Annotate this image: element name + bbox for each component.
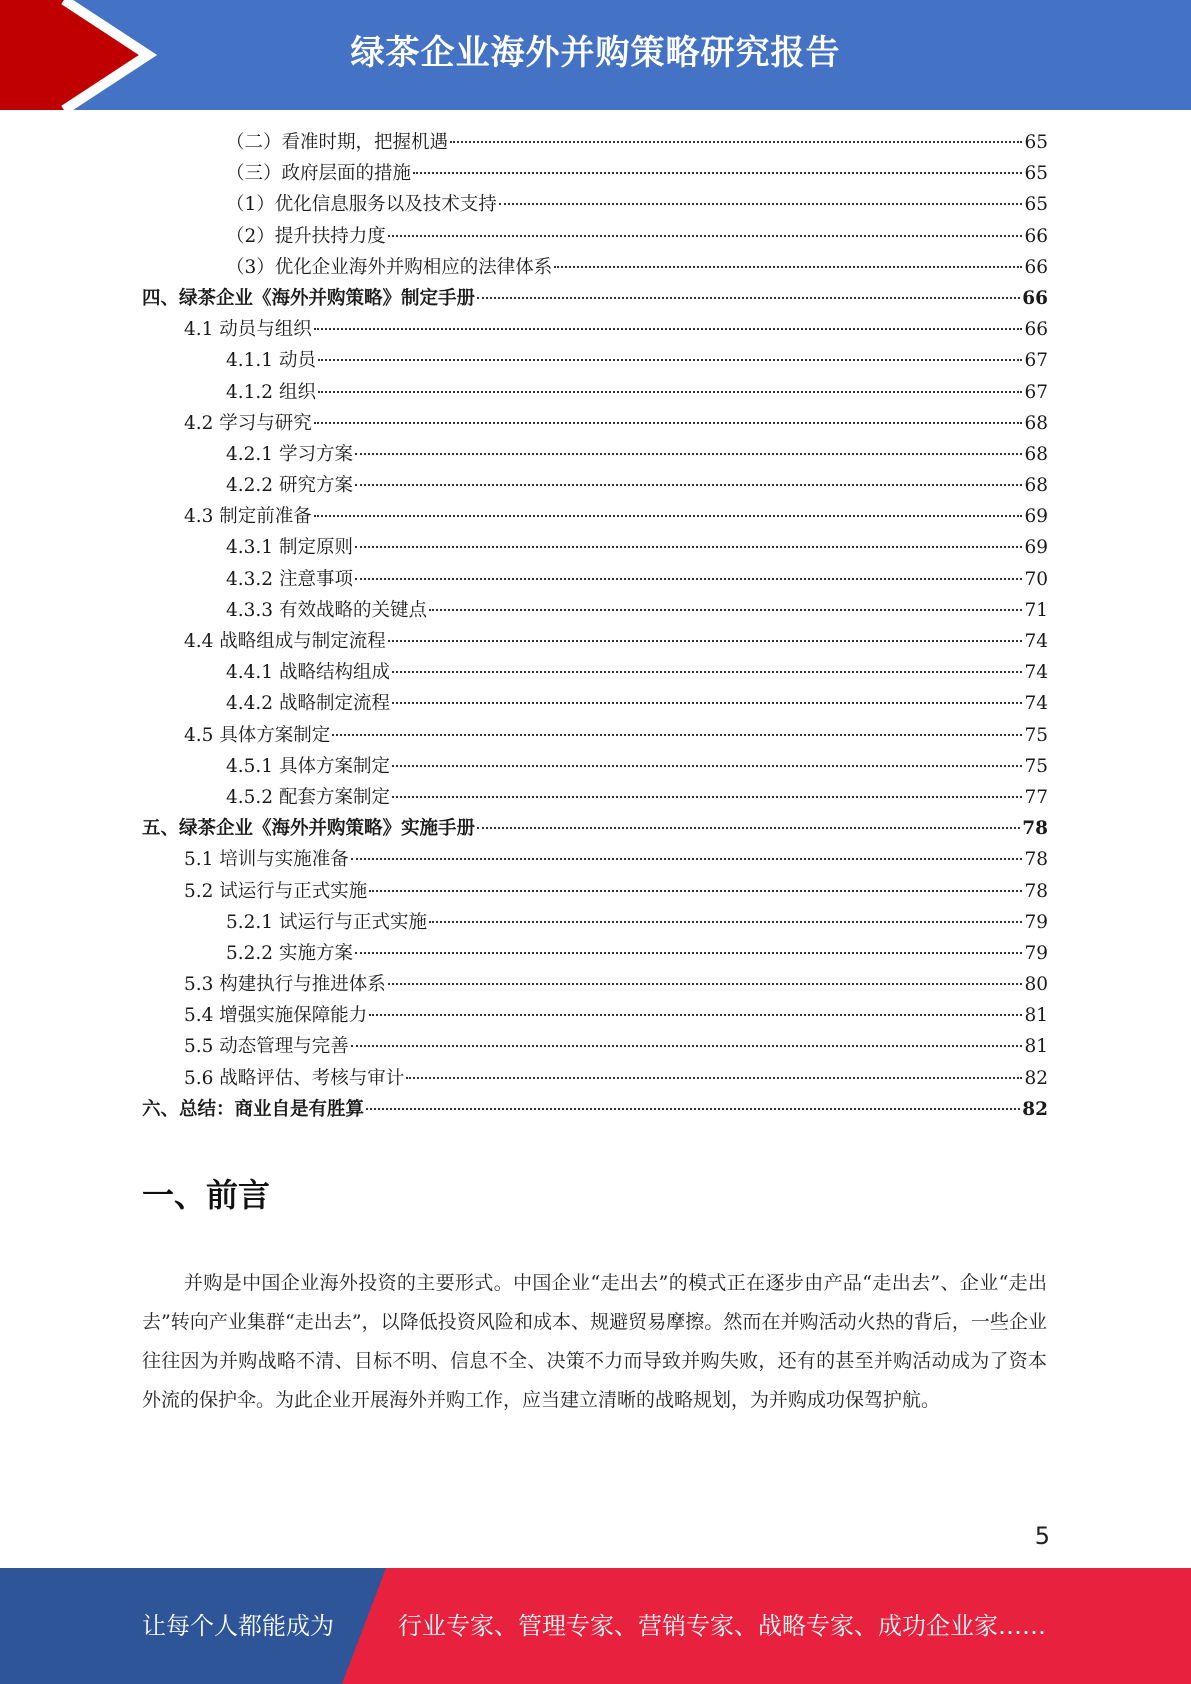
toc-entry-title: 4.4.2 战略制定流程	[226, 693, 390, 715]
toc-entry-page: 69	[1024, 506, 1048, 528]
toc-entry-page: 79	[1024, 942, 1048, 964]
toc-entry-page: 74	[1024, 662, 1048, 684]
toc-entry-title: 六、总结：商业自是有胜算	[142, 1098, 365, 1120]
toc-entry[interactable]	[142, 409, 1048, 440]
toc-entry-title: 4.3.1 制定原则	[226, 537, 353, 559]
page-number: 5	[1034, 1522, 1050, 1550]
toc-entry-page: 75	[1024, 755, 1048, 777]
toc-leader-dots	[388, 640, 1023, 642]
toc-entry-page: 75	[1024, 724, 1048, 746]
toc-entry-title: 4.1 动员与组织	[184, 319, 312, 341]
toc-entry[interactable]	[142, 939, 1048, 970]
toc-entry-page: 74	[1024, 693, 1048, 715]
toc-entry[interactable]	[142, 315, 1048, 346]
toc-entry-title: 4.2.1 学习方案	[226, 443, 353, 465]
toc-entry-page: 68	[1024, 475, 1048, 497]
toc-entry[interactable]	[142, 471, 1048, 502]
toc-leader-dots	[392, 671, 1022, 673]
toc-entry[interactable]	[142, 1095, 1048, 1126]
toc-leader-dots	[392, 702, 1022, 704]
toc-leader-dots	[392, 796, 1022, 798]
toc-entry-title: （二）看准时期，把握机遇	[226, 132, 449, 153]
toc-leader-dots	[355, 484, 1023, 486]
toc-entry-page: 71	[1024, 599, 1048, 621]
toc-entry[interactable]	[142, 565, 1048, 596]
footer-slogan-left: 让每个人都能成为	[142, 1612, 334, 1640]
toc-leader-dots	[554, 266, 1022, 268]
toc-leader-dots	[314, 422, 1023, 424]
toc-entry-page: 81	[1024, 1036, 1048, 1058]
toc-entry[interactable]	[142, 689, 1048, 720]
toc-entry-page: 82	[1022, 1098, 1048, 1120]
intro-paragraph: 并购是中国企业海外投资的主要形式。中国企业“走出去”的模式正在逐步由产品“走出去”、企业“走出去”转向产业集群“走出去”，以降低投资风险和成本、规避贸易摩擦。然而在并购活动火热的背后，一些企业往往因为并购战略不清、目标不明、信息不全、决策不力而导致并购失败，还有的甚至并购活动成为了资本外流的保护伞。为此企业开展海外并购工作，应当建立清晰的战略规划，为并购成功保驾护航。	[142, 1272, 1047, 1411]
toc-entry-page: 67	[1024, 381, 1048, 403]
toc-entry-page: 66	[1022, 287, 1048, 309]
toc-entry-title: 4.5.2 配套方案制定	[226, 786, 390, 808]
toc-entry-title: 4.1.2 组织	[226, 381, 316, 403]
toc-entry[interactable]	[142, 908, 1048, 939]
toc-leader-dots	[429, 921, 1022, 923]
toc-entry-page: 67	[1024, 350, 1048, 372]
toc-entry-page: 65	[1024, 194, 1048, 216]
toc-leader-dots	[388, 235, 1023, 237]
toc-entry-page: 69	[1024, 537, 1048, 559]
toc-entry-page: 65	[1024, 132, 1048, 153]
toc-entry-title: 五、绿茶企业《海外并购策略》实施手册	[142, 818, 476, 840]
toc-entry-page: 81	[1024, 1005, 1048, 1027]
toc-entry-page: 78	[1024, 880, 1048, 902]
toc-entry[interactable]	[142, 752, 1048, 783]
toc-entry[interactable]	[142, 877, 1048, 908]
page-footer	[0, 1568, 1191, 1684]
toc-entry[interactable]	[142, 253, 1048, 284]
toc-leader-dots	[355, 952, 1023, 954]
toc-entry-page: 79	[1024, 911, 1048, 933]
toc-entry[interactable]	[142, 502, 1048, 533]
toc-leader-dots	[332, 734, 1022, 736]
toc-entry-title: 4.5.1 具体方案制定	[226, 755, 390, 777]
toc-entry[interactable]	[142, 533, 1048, 564]
toc-entry-page: 66	[1024, 225, 1048, 247]
toc-leader-dots	[355, 546, 1023, 548]
toc-leader-dots	[314, 328, 1023, 330]
toc-entry-title: （1）优化信息服务以及技术支持	[226, 194, 497, 216]
toc-entry[interactable]	[142, 222, 1048, 253]
toc-leader-dots	[369, 1014, 1022, 1016]
toc-entry-title: 4.2 学习与研究	[184, 412, 312, 434]
toc-entry-page: 78	[1022, 818, 1048, 840]
toc-entry-title: 4.5 具体方案制定	[184, 724, 331, 746]
toc-entry[interactable]	[142, 783, 1048, 814]
toc-entry-title: 5.6 战略评估、考核与审计	[184, 1067, 405, 1089]
toc-leader-dots	[318, 391, 1023, 393]
toc-leader-dots	[429, 609, 1022, 611]
toc-entry-title: 4.4 战略组成与制定流程	[184, 631, 386, 652]
toc-entry-title: （3）优化企业海外并购相应的法律体系	[226, 256, 553, 278]
toc-entry-title: 5.3 构建执行与推进体系	[184, 974, 386, 996]
toc-leader-dots	[392, 765, 1022, 767]
toc-entry-title: 4.3.3 有效战略的关键点	[226, 599, 427, 621]
toc-leader-dots	[450, 141, 1022, 143]
toc-entry[interactable]	[142, 346, 1048, 377]
toc-leader-dots	[314, 515, 1023, 517]
toc-leader-dots	[477, 827, 1020, 829]
toc-entry-page: 78	[1024, 849, 1048, 871]
toc-leader-dots	[499, 203, 1023, 205]
toc-entry[interactable]	[142, 596, 1048, 627]
toc-leader-dots	[355, 578, 1023, 580]
toc-entry-title: 4.3 制定前准备	[184, 506, 312, 528]
table-of-contents	[142, 128, 1048, 1126]
toc-entry[interactable]	[142, 1001, 1048, 1032]
toc-entry-title: 4.4.1 战略结构组成	[226, 662, 390, 684]
toc-entry[interactable]	[142, 378, 1048, 409]
toc-entry-title: 4.3.2 注意事项	[226, 568, 353, 590]
toc-entry-title: 5.5 动态管理与完善	[184, 1036, 349, 1058]
page-header	[0, 0, 1191, 110]
toc-entry-title: （2）提升扶持力度	[226, 225, 386, 247]
toc-entry-page: 74	[1024, 631, 1048, 652]
toc-entry-title: 5.4 增强实施保障能力	[184, 1005, 368, 1027]
toc-entry-title: 5.1 培训与实施准备	[184, 849, 349, 871]
toc-leader-dots	[388, 983, 1023, 985]
toc-entry-page: 66	[1024, 256, 1048, 278]
toc-entry[interactable]	[142, 627, 1048, 658]
toc-entry-title: 5.2.2 实施方案	[226, 942, 353, 964]
footer-slogan-right: 行业专家、管理专家、营销专家、战略专家、成功企业家……	[398, 1612, 1046, 1640]
toc-entry-title: 4.2.2 研究方案	[226, 475, 353, 497]
toc-entry-page: 65	[1024, 163, 1048, 185]
toc-leader-dots	[366, 1108, 1020, 1110]
toc-entry[interactable]	[142, 658, 1048, 689]
report-title: 绿茶企业海外并购策略研究报告	[350, 33, 841, 73]
toc-leader-dots	[369, 890, 1022, 892]
toc-entry[interactable]	[142, 814, 1048, 845]
toc-entry[interactable]	[142, 845, 1048, 876]
toc-leader-dots	[477, 297, 1020, 299]
toc-entry[interactable]	[142, 159, 1048, 190]
toc-entry[interactable]	[142, 721, 1048, 752]
toc-entry-page: 77	[1024, 786, 1048, 808]
toc-leader-dots	[351, 1045, 1023, 1047]
toc-entry-page: 82	[1024, 1067, 1048, 1089]
toc-entry[interactable]	[142, 970, 1048, 1001]
toc-entry[interactable]	[142, 284, 1048, 315]
toc-entry-page: 68	[1024, 443, 1048, 465]
toc-entry-title: 四、绿茶企业《海外并购策略》制定手册	[142, 287, 476, 309]
toc-entry-title: 5.2 试运行与正式实施	[184, 880, 368, 902]
toc-entry-title: 4.1.1 动员	[226, 350, 316, 372]
toc-entry[interactable]	[142, 1032, 1048, 1063]
toc-entry-title: 5.2.1 试运行与正式实施	[226, 911, 427, 933]
toc-leader-dots	[413, 172, 1022, 174]
toc-entry-page: 66	[1024, 319, 1048, 341]
toc-entry[interactable]	[142, 128, 1048, 159]
toc-entry-page: 80	[1024, 974, 1048, 996]
toc-entry[interactable]	[142, 190, 1048, 221]
toc-entry-page: 68	[1024, 412, 1048, 434]
toc-entry[interactable]	[142, 1064, 1048, 1095]
toc-leader-dots	[318, 359, 1023, 361]
toc-entry-title: （三）政府层面的措施	[226, 163, 412, 185]
toc-leader-dots	[351, 858, 1023, 860]
section-heading: 一、前言	[142, 1176, 271, 1214]
toc-entry-page: 70	[1024, 568, 1048, 590]
toc-entry[interactable]	[142, 440, 1048, 471]
toc-leader-dots	[406, 1077, 1022, 1079]
toc-leader-dots	[355, 453, 1023, 455]
